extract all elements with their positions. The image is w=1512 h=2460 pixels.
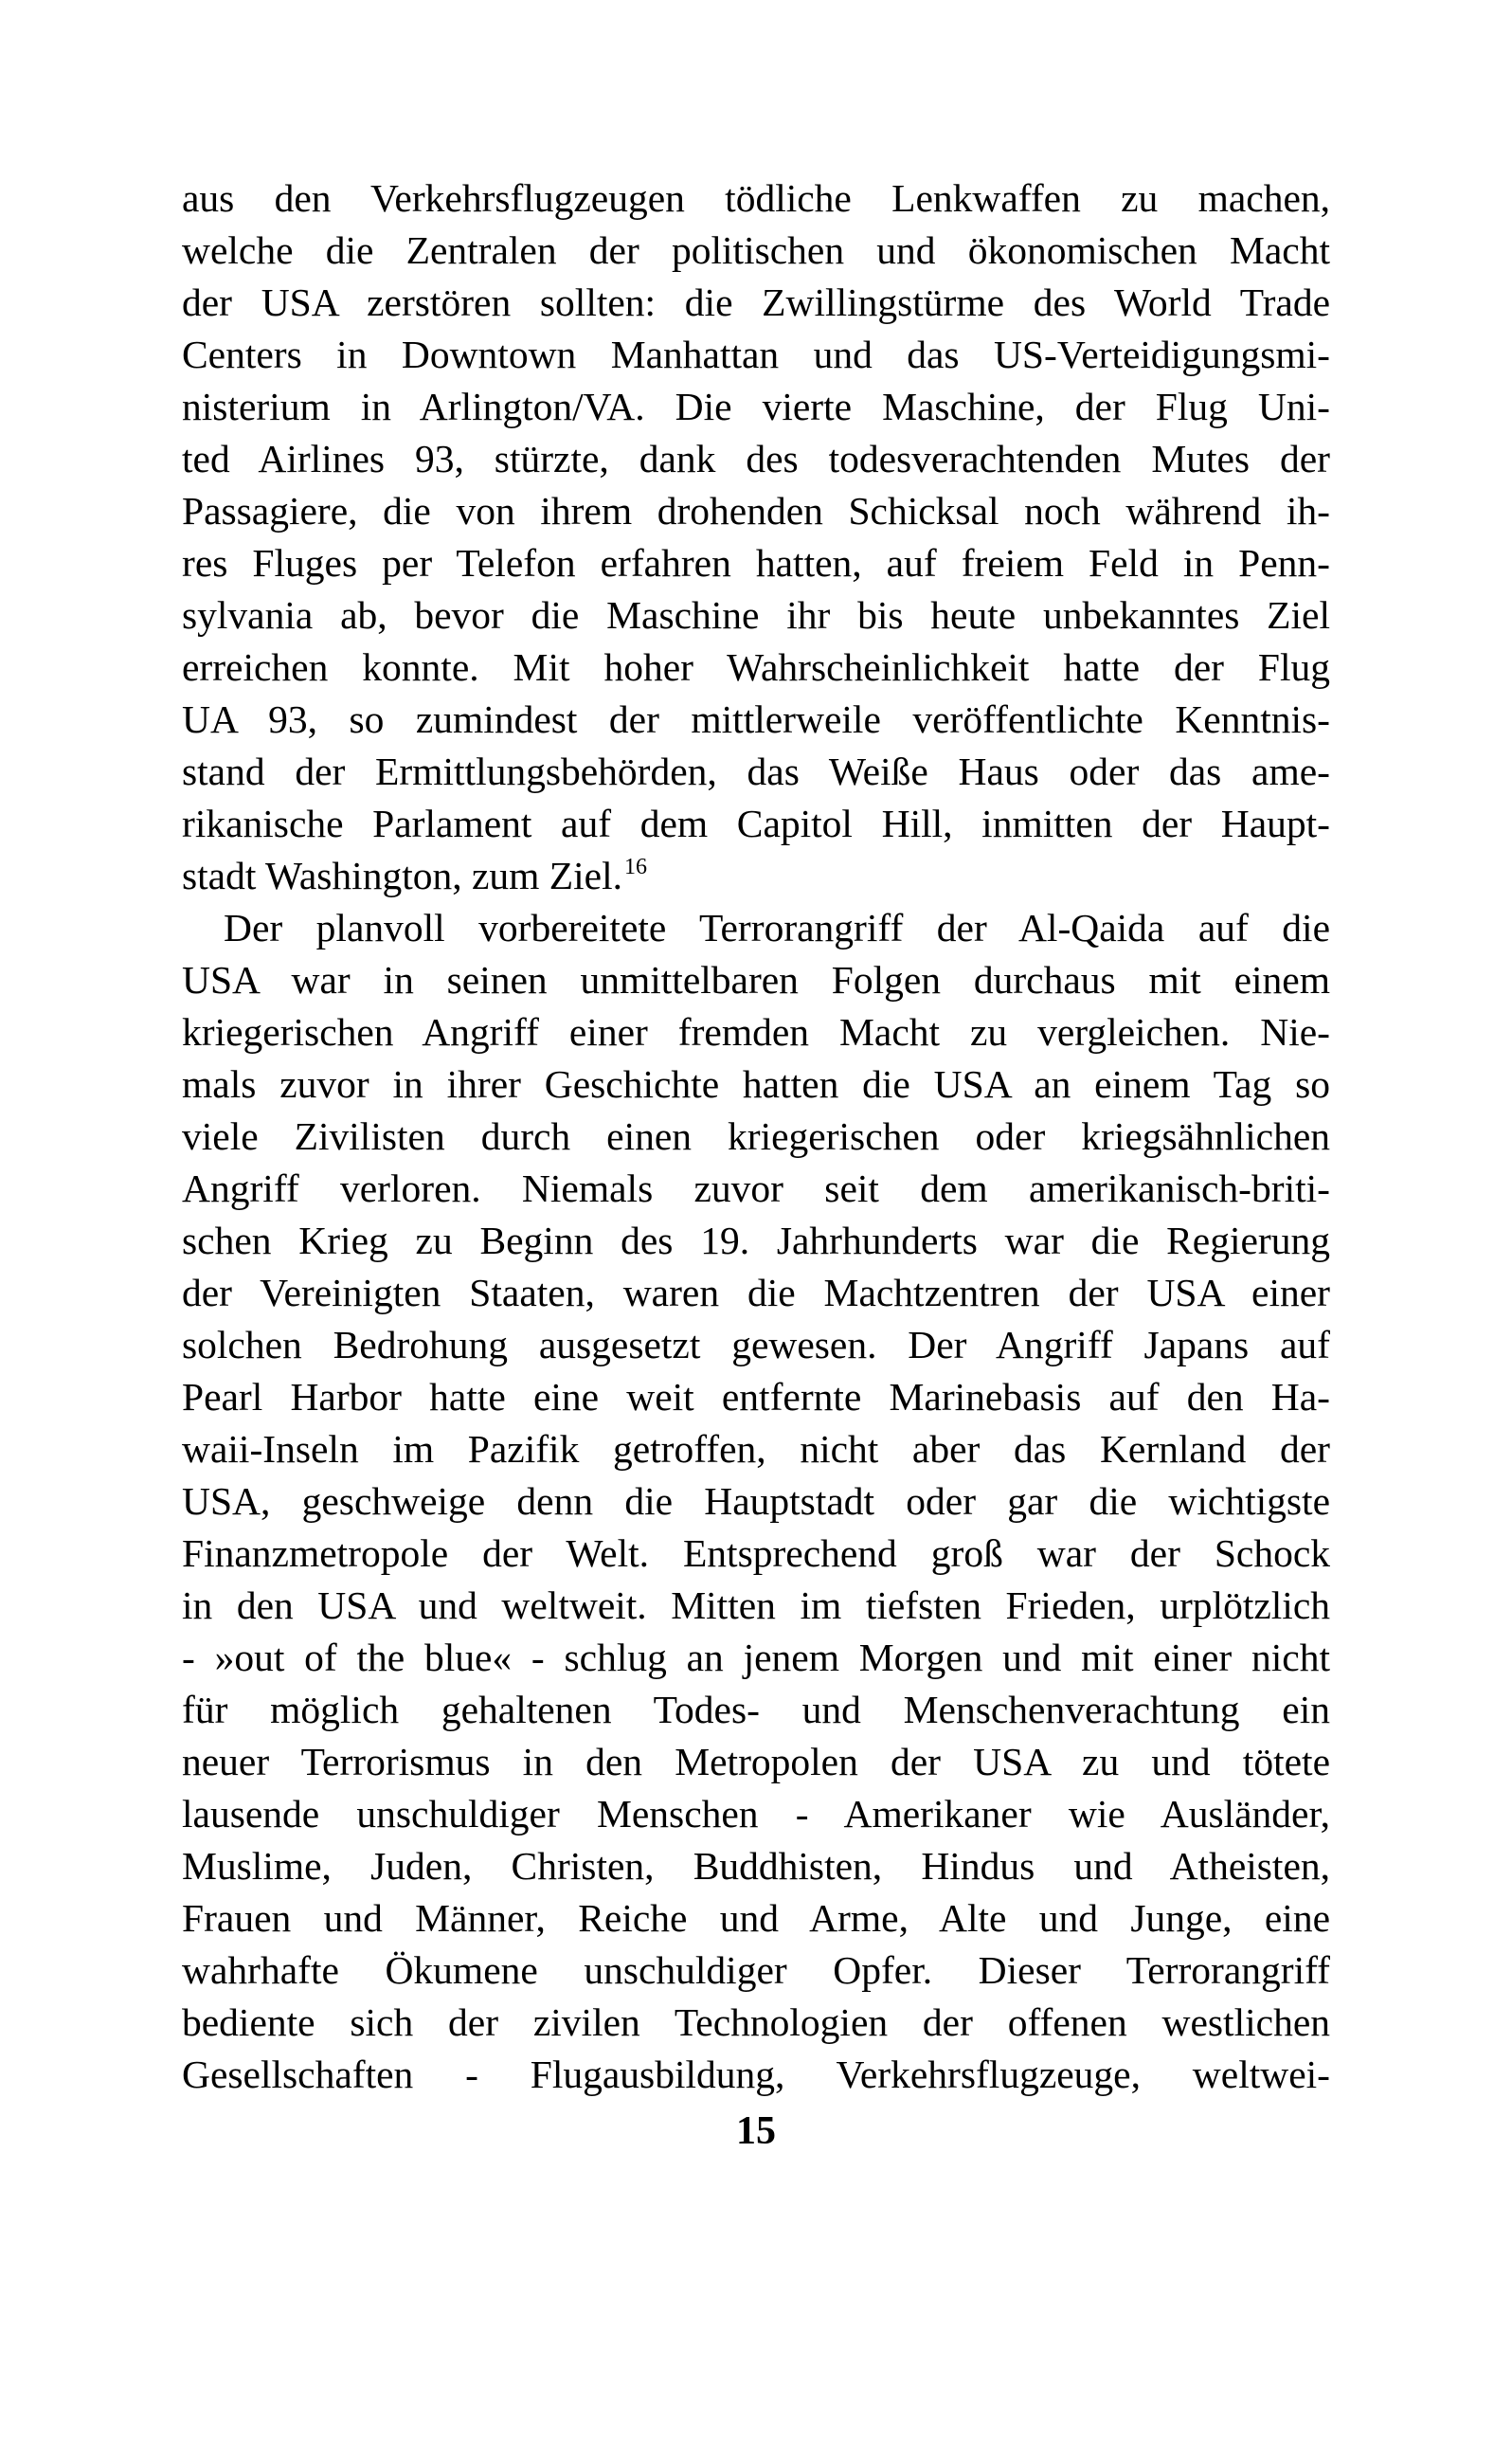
text-line: UA 93, so zumindest der mittlerweile veröffentlichte Kenntnis- <box>182 697 1330 741</box>
text-line: Gesellschaften - Flugausbildung, Verkehrsflugzeuge, weltwei- <box>182 2053 1330 2096</box>
text-line: Muslime, Juden, Christen, Buddhisten, Hindus und Atheisten, <box>182 1844 1330 1888</box>
text-line: ted Airlines 93, stürzte, dank des todesverachtenden Mutes der <box>182 437 1330 480</box>
text-line: waii-Inseln im Pazifik getroffen, nicht aber das Kernland der <box>182 1427 1330 1471</box>
paragraph-2 <box>182 902 1330 2101</box>
text-line: viele Zivilisten durch einen kriegerischen oder kriegsähnlichen <box>182 1114 1330 1158</box>
text-line: mals zuvor in ihrer Geschichte hatten die USA an einem Tag so <box>182 1062 1330 1106</box>
text-line: USA war in seinen unmittelbaren Folgen durchaus mit einem <box>182 958 1330 1002</box>
text-line: für möglich gehaltenen Todes- und Menschenverachtung ein <box>182 1688 1330 1731</box>
text-line: Passagiere, die von ihrem drohenden Schicksal noch während ih- <box>182 489 1330 533</box>
text-line: res Fluges per Telefon erfahren hatten, auf freiem Feld in Penn- <box>182 541 1330 585</box>
text-line: nisterium in Arlington/VA. Die vierte Maschine, der Flug Uni- <box>182 385 1330 428</box>
text-line: lausende unschuldiger Menschen - Amerikaner wie Ausländer, <box>182 1792 1330 1836</box>
text-line: erreichen konnte. Mit hoher Wahrscheinlichkeit hatte der Flug <box>182 645 1330 689</box>
text-line: stand der Ermittlungsbehörden, das Weiße Haus oder das ame- <box>182 750 1330 793</box>
text-line: Finanzmetropole der Welt. Entsprechend groß war der Schock <box>182 1531 1330 1575</box>
text-line: Angriff verloren. Niemals zuvor seit dem amerikanisch-briti- <box>182 1167 1330 1210</box>
text-line: welche die Zentralen der politischen und ökonomischen Macht <box>182 228 1330 272</box>
text-line: neuer Terrorismus in den Metropolen der USA zu und tötete <box>182 1740 1330 1783</box>
paragraph-1 <box>182 172 1330 902</box>
text-line: rikanische Parlament auf dem Capitol Hill, inmitten der Haupt- <box>182 802 1330 845</box>
text-line: Centers in Downtown Manhattan und das US-Verteidigungsmi- <box>182 333 1330 376</box>
text-line: schen Krieg zu Beginn des 19. Jahrhunderts war die Regierung <box>182 1219 1330 1262</box>
text-line: bediente sich der zivilen Technologien der offenen westlichen <box>182 2000 1330 2044</box>
text-line: Frauen und Männer, Reiche und Arme, Alte und Junge, eine <box>182 1896 1330 1940</box>
text-line: wahrhafte Ökumene unschuldiger Opfer. Dieser Terrorangriff <box>182 1948 1330 1992</box>
text-line: in den USA und weltweit. Mitten im tiefsten Frieden, urplötzlich <box>182 1583 1330 1627</box>
text-line <box>182 850 1330 902</box>
text-line: sylvania ab, bevor die Maschine ihr bis heute unbekanntes Ziel <box>182 593 1330 637</box>
text-line: solchen Bedrohung ausgesetzt gewesen. Der Angriff Japans auf <box>182 1323 1330 1366</box>
text-line: kriegerischen Angriff einer fremden Macht zu vergleichen. Nie- <box>182 1010 1330 1054</box>
text-line: - »out of the blue« - schlug an jenem Morgen und mit einer nicht <box>182 1636 1330 1679</box>
text-line: USA, geschweige denn die Hauptstadt oder gar die wichtigste <box>182 1479 1330 1523</box>
footnote-marker: 16 <box>624 855 648 879</box>
book-page-body <box>182 172 1330 2101</box>
text-line: aus den Verkehrsflugzeugen tödliche Lenkwaffen zu machen, <box>182 176 1330 220</box>
text-line: der Vereinigten Staaten, waren die Machtzentren der USA einer <box>182 1271 1330 1314</box>
text-line: Der planvoll vorbereitete Terrorangriff der Al-Qaida auf die <box>224 906 1330 950</box>
text-line: der USA zerstören sollten: die Zwillingstürme des World Trade <box>182 280 1330 324</box>
page-number: 15 <box>736 2109 776 2153</box>
text-line-content: stadt Washington, zum Ziel. <box>182 854 623 897</box>
text-line: Pearl Harbor hatte eine weit entfernte Marinebasis auf den Ha- <box>182 1375 1330 1419</box>
